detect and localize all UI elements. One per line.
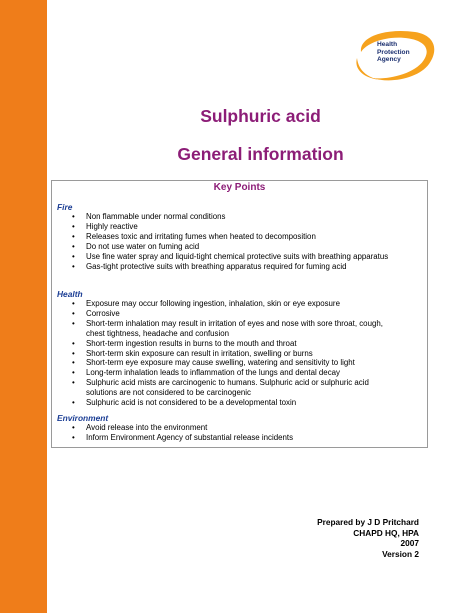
bullet-icon: •	[72, 423, 75, 432]
bullet-icon: •	[72, 308, 75, 318]
key-points-box	[51, 180, 428, 448]
bullet-icon: •	[72, 398, 75, 408]
prepared-year: 2007	[400, 538, 419, 549]
bullet-icon: •	[72, 221, 75, 231]
bullet-icon: •	[72, 348, 75, 358]
bullet-icon: •	[72, 338, 75, 348]
bullet-icon: •	[72, 231, 75, 241]
bullet-icon: •	[72, 251, 75, 261]
key-points-heading: Key Points	[213, 182, 266, 193]
bullet-icon: •	[72, 212, 75, 221]
prepared-by: Prepared by J D Pritchard	[317, 517, 419, 527]
bullet-icon: •	[72, 299, 75, 308]
prepared-version: Version 2	[382, 548, 419, 559]
fire-list	[52, 212, 392, 271]
bullet-icon: •	[72, 432, 75, 442]
logo-line-2: Protection	[377, 48, 410, 56]
bullet-icon: •	[72, 261, 75, 271]
logo-line-1: Health	[377, 41, 398, 48]
list-item: • Short-term skin exposure can result in irritation, swelling or burns	[72, 348, 313, 358]
list-item: • Non flammable under normal conditions	[72, 212, 226, 221]
list-item: • Do not use water on fuming acid	[72, 241, 200, 251]
list-item: • Use fine water spray and liquid-tight chemical protective suits with breathing apparatus	[72, 251, 389, 261]
section-title-health: Health	[57, 289, 83, 299]
list-item: • Corrosive	[72, 308, 120, 318]
prepared-org: CHAPD HQ, HPA	[353, 527, 419, 538]
bullet-icon: •	[72, 318, 75, 328]
document-subtitle: General information	[177, 144, 344, 164]
list-item: • Highly reactive	[72, 221, 138, 231]
orange-side-bar	[0, 0, 47, 613]
list-item: • Long-term inhalation leads to inflammation of the lungs and dental decay	[72, 368, 340, 378]
list-item: • Short-term eye exposure may cause swelling, watering and sensitivity to light	[72, 358, 355, 368]
list-item: • Exposure may occur following ingestion, inhalation, skin or eye exposure	[72, 299, 340, 308]
list-item: • Short-term ingestion results in burns to the mouth and throat	[72, 338, 297, 348]
bullet-icon: •	[72, 378, 75, 388]
logo-line-3: Agency	[377, 56, 401, 63]
environment-list	[52, 423, 392, 443]
list-item: • Short-term inhalation may result in irritation of eyes and nose with sore throat, cough, chest tightness, headache and confusion	[72, 318, 383, 338]
hpa-logo	[347, 28, 439, 84]
list-item: • Releases toxic and irritating fumes when heated to decomposition	[72, 231, 316, 241]
prepared-by-block	[317, 517, 419, 559]
bullet-icon: •	[72, 241, 75, 251]
list-item: • Inform Environment Agency of substantial release incidents	[72, 432, 294, 442]
section-title-fire: Fire	[57, 202, 73, 212]
list-item: • Sulphuric acid mists are carcinogenic to humans. Sulphuric acid or sulphuric acid solutions are not considered to be carcinogenic	[72, 378, 369, 398]
health-list	[52, 299, 392, 408]
list-item: • Gas-tight protective suits with breathing apparatus required for fuming acid	[72, 261, 347, 271]
list-item: • Sulphuric acid is not considered to be a developmental toxin	[72, 398, 297, 408]
logo-text	[377, 41, 429, 64]
bullet-icon: •	[72, 368, 75, 378]
document-title: Sulphuric acid	[200, 106, 321, 126]
list-item: • Avoid release into the environment	[72, 423, 208, 432]
section-title-environment: Environment	[57, 413, 109, 423]
bullet-icon: •	[72, 358, 75, 368]
